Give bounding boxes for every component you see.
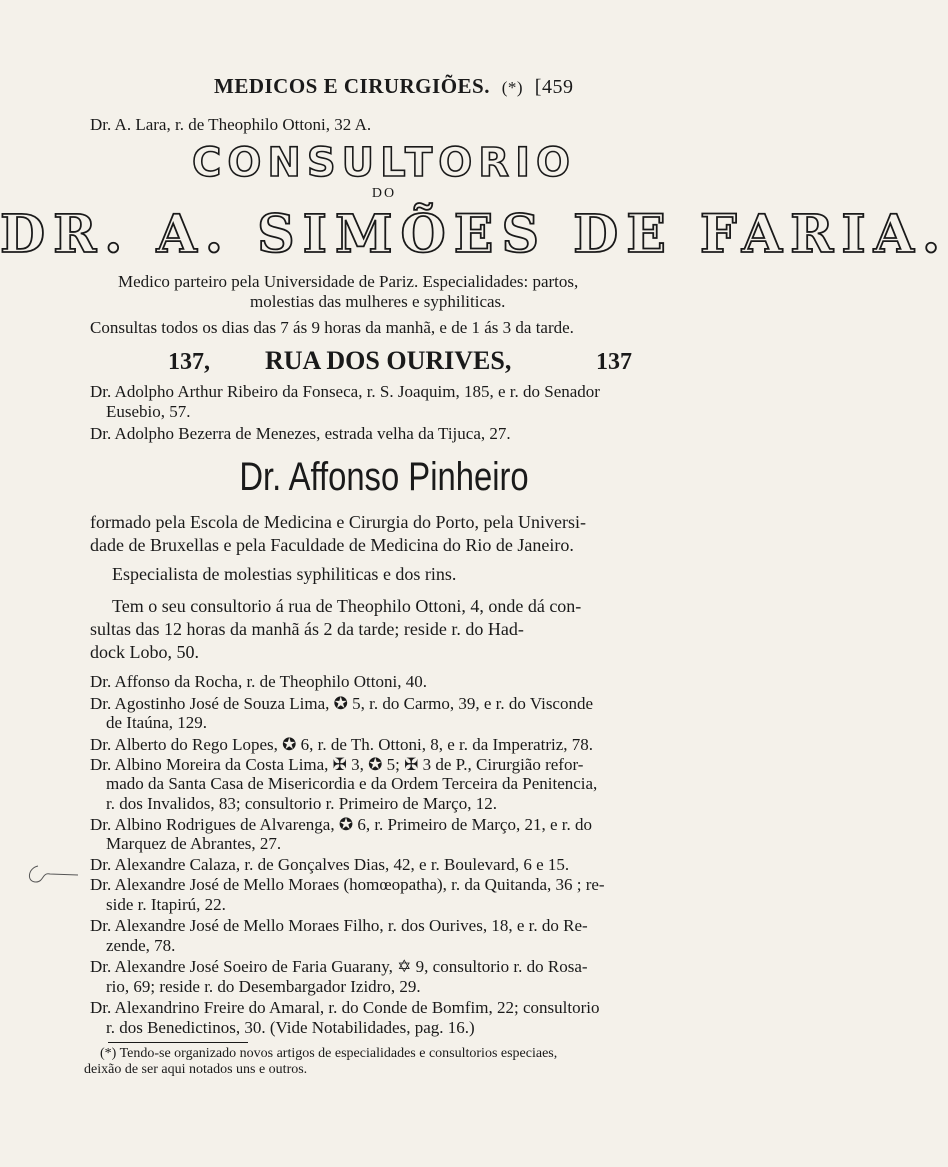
street-number-left: 137, xyxy=(168,349,210,375)
do-label: DO xyxy=(371,186,397,201)
margin-scribble-icon xyxy=(20,860,80,890)
heading-title: MEDICOS E CIRURGIÕES. xyxy=(214,74,490,98)
entry-line: Dr. Alexandrino Freire do Amaral, r. do Conde de Bomfim, 22; consultorio xyxy=(90,998,600,1017)
ad-text: dock Lobo, 50. xyxy=(90,642,199,662)
footnote-text: (*) Tendo-se organizado novos artigos de especialidades e consultorios especiaes, xyxy=(100,1046,558,1061)
street-name: RUA DOS OURIVES, xyxy=(265,346,512,375)
entry-line: r. dos Benedictinos, 30. (Vide Notabilidades, pag. 16.) xyxy=(106,1018,475,1037)
entry-line: side r. Itapirú, 22. xyxy=(106,895,226,914)
entry-line: Marquez de Abrantes, 27. xyxy=(106,834,282,853)
ad-text: molestias das mulheres e syphiliticas. xyxy=(250,292,506,311)
doctor-name-banner: DR. A. SIMÕES DE FARIA. xyxy=(0,204,948,265)
entry-line: Dr. A. Lara, r. de Theophilo Ottoni, 32 A. xyxy=(90,115,372,134)
ad-text: sultas das 12 horas da manhã ás 2 da tarde; reside r. do Had- xyxy=(90,619,524,639)
footnote-ref: (*) xyxy=(501,78,524,97)
ad-text: formado pela Escola de Medicina e Cirurgia do Porto, pela Universi- xyxy=(90,512,587,532)
ad-text: Medico parteiro pela Universidade de Pariz. Especialidades: partos, xyxy=(118,272,579,291)
entry-line: zende, 78. xyxy=(106,936,176,955)
street-number-right: 137 xyxy=(596,349,632,375)
entry-line: Dr. Albino Moreira da Costa Lima, ✠ 3, ✪ 5; ✠ 3 de P., Cirurgião refor- xyxy=(90,755,584,774)
entry-line: Dr. Alexandre José de Mello Moraes (homœopatha), r. da Quitanda, 36 ; re- xyxy=(90,875,605,894)
footnote-rule xyxy=(108,1042,248,1043)
entry-line: Dr. Affonso da Rocha, r. de Theophilo Ottoni, 40. xyxy=(90,672,427,691)
entry-line: Dr. Alexandre José Soeiro de Faria Guarany, ✡ 9, consultorio r. do Rosa- xyxy=(90,957,588,976)
entry-line: mado da Santa Casa de Misericordia e da Ordem Terceira da Penitencia, xyxy=(106,774,598,793)
entry-line: Dr. Alexandre Calaza, r. de Gonçalves Dias, 42, e r. Boulevard, 6 e 15. xyxy=(90,855,570,874)
pinheiro-title: Dr. Affonso Pinheiro xyxy=(239,455,529,499)
consultorio-title: CONSULTORIO xyxy=(192,140,576,186)
entry-line: Dr. Alberto do Rego Lopes, ✪ 6, r. de Th. Ottoni, 8, e r. da Imperatriz, 78. xyxy=(90,735,594,754)
footnote-text: deixão de ser aqui notados uns e outros. xyxy=(84,1062,308,1077)
entry-line: Dr. Alexandre José de Mello Moraes Filho, r. dos Ourives, 18, e r. do Re- xyxy=(90,916,588,935)
ad-text: Especialista de molestias syphiliticas e dos rins. xyxy=(112,564,457,584)
entry-line: Dr. Albino Rodrigues de Alvarenga, ✪ 6, r. Primeiro de Março, 21, e r. do xyxy=(90,815,592,834)
page-number: [459 xyxy=(534,76,574,98)
entry-line: r. dos Invalidos, 83; consultorio r. Primeiro de Março, 12. xyxy=(106,794,497,813)
entry-line: Dr. Agostinho José de Souza Lima, ✪ 5, r. do Carmo, 39, e r. do Visconde xyxy=(90,694,594,713)
page-heading xyxy=(214,76,573,98)
entry-line: de Itaúna, 129. xyxy=(106,713,208,732)
ad-text: Consultas todos os dias das 7 ás 9 horas da manhã, e de 1 ás 3 da tarde. xyxy=(90,318,574,337)
entry-line: Dr. Adolpho Bezerra de Menezes, estrada velha da Tijuca, 27. xyxy=(90,424,511,443)
ad-text: dade de Bruxellas e pela Faculdade de Medicina do Rio de Janeiro. xyxy=(90,535,574,555)
entry-line: Dr. Adolpho Arthur Ribeiro da Fonseca, r. S. Joaquim, 185, e r. do Senador xyxy=(90,382,600,401)
entry-line: rio, 69; reside r. do Desembargador Izidro, 29. xyxy=(106,977,421,996)
ad-text: Tem o seu consultorio á rua de Theophilo Ottoni, 4, onde dá con- xyxy=(112,596,582,616)
entry-line: Eusebio, 57. xyxy=(106,402,191,421)
